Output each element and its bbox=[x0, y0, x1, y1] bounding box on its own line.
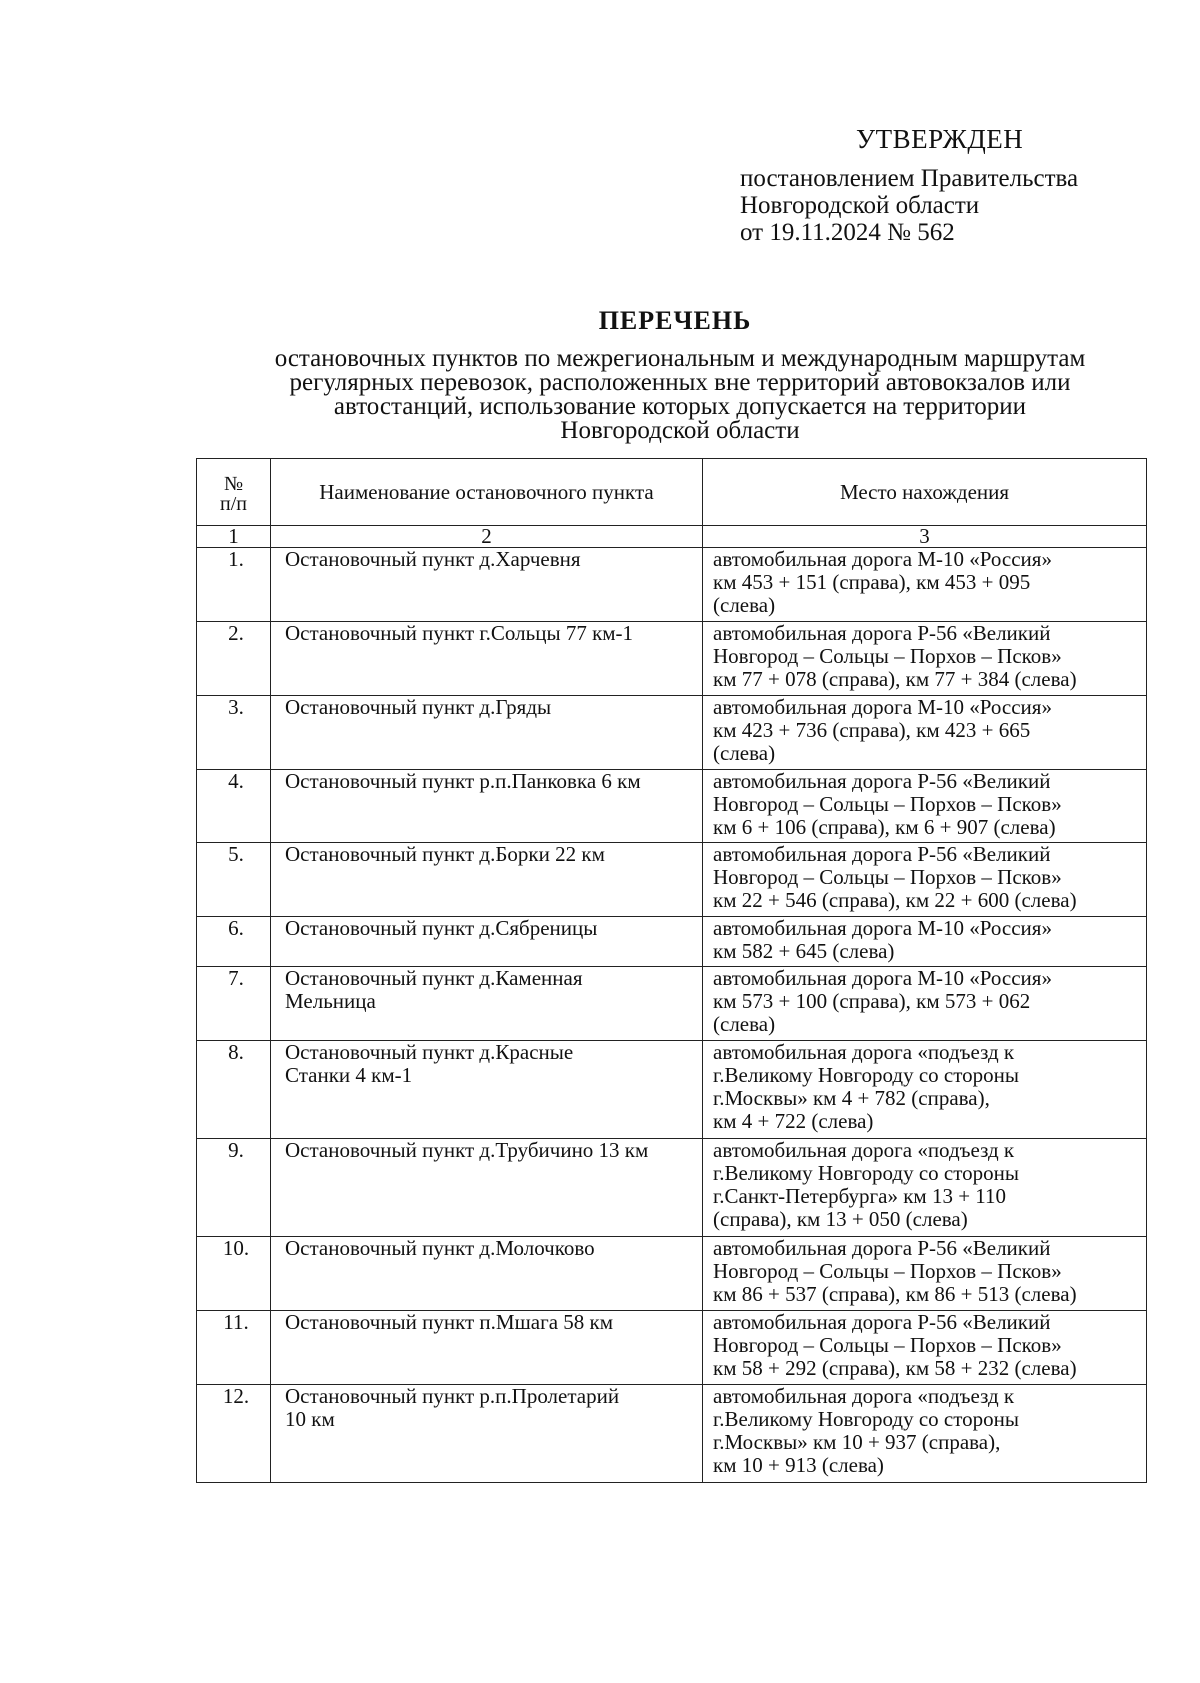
stop-location bbox=[703, 770, 1147, 843]
subtitle-line: остановочных пунктов по межрегиональным и международным маршрутам bbox=[274, 345, 1086, 372]
stop-location-line: (слева) bbox=[713, 1012, 776, 1036]
stop-location-line: г.Санкт-Петербурга» км 13 + 110 bbox=[713, 1184, 1007, 1208]
header-number-symbol: № bbox=[223, 473, 244, 495]
stop-name bbox=[271, 1041, 703, 1139]
stop-name-line: Остановочный пункт д.Гряды bbox=[285, 695, 552, 719]
column-index: 1 bbox=[197, 526, 271, 548]
approval-line: Новгородской области bbox=[740, 192, 980, 219]
stop-location-line: км 573 + 100 (справа), км 573 + 062 bbox=[713, 989, 1031, 1013]
stop-location-line: г.Великому Новгороду со стороны bbox=[713, 1063, 1019, 1087]
stop-location bbox=[703, 696, 1147, 770]
stop-name-line: 10 км bbox=[285, 1407, 335, 1431]
stop-name-line: Остановочный пункт г.Сольцы 77 км-1 bbox=[285, 621, 634, 645]
stop-location-line: (слева) bbox=[713, 741, 776, 765]
stop-location-line: км 423 + 736 (справа), км 423 + 665 bbox=[713, 718, 1031, 742]
row-number: 7. bbox=[197, 967, 271, 1041]
stop-location bbox=[703, 548, 1147, 622]
row-number: 1. bbox=[197, 548, 271, 622]
stop-name-line: Остановочный пункт р.п.Пролетарий bbox=[285, 1384, 620, 1408]
column-index: 2 bbox=[271, 526, 703, 548]
stop-location-line: км 6 + 106 (справа), км 6 + 907 (слева) bbox=[713, 815, 1056, 839]
stop-location-line: автомобильная дорога Р-56 «Великий bbox=[713, 621, 1051, 645]
stop-location-line: км 4 + 722 (слева) bbox=[713, 1109, 874, 1133]
stop-location-line: Новгород – Сольцы – Порхов – Псков» bbox=[713, 1259, 1062, 1283]
stop-location bbox=[703, 1237, 1147, 1311]
stop-location-line: автомобильная дорога «подъезд к bbox=[713, 1138, 1015, 1162]
stop-location-line: км 453 + 151 (справа), км 453 + 095 bbox=[713, 570, 1031, 594]
table-row bbox=[197, 696, 1147, 770]
stop-location-line: км 77 + 078 (справа), км 77 + 384 (слева) bbox=[713, 667, 1077, 691]
stop-location-line: автомобильная дорога «подъезд к bbox=[713, 1384, 1015, 1408]
stop-location-line: г.Великому Новгороду со стороны bbox=[713, 1161, 1019, 1185]
stop-name bbox=[271, 843, 703, 917]
stop-location bbox=[703, 622, 1147, 696]
stop-name-line: Остановочный пункт д.Красные bbox=[285, 1040, 574, 1064]
stop-location bbox=[703, 1139, 1147, 1237]
stop-location-line: автомобильная дорога М-10 «Россия» bbox=[713, 966, 1052, 990]
stop-location-line: автомобильная дорога М-10 «Россия» bbox=[713, 695, 1052, 719]
stop-location bbox=[703, 843, 1147, 917]
subtitle-line: Новгородской области bbox=[560, 417, 800, 444]
document-subtitle bbox=[200, 347, 1160, 443]
row-number: 8. bbox=[197, 1041, 271, 1139]
table-row bbox=[197, 1041, 1147, 1139]
stop-name-line: Остановочный пункт д.Борки 22 км bbox=[285, 842, 605, 866]
row-number: 4. bbox=[197, 770, 271, 843]
stop-location-line: (слева) bbox=[713, 593, 776, 617]
table-row bbox=[197, 1237, 1147, 1311]
row-number: 5. bbox=[197, 843, 271, 917]
stop-location-line: Новгород – Сольцы – Порхов – Псков» bbox=[713, 644, 1062, 668]
stop-name-line: Остановочный пункт д.Каменная bbox=[285, 966, 583, 990]
stop-name-line: Остановочный пункт д.Молочково bbox=[285, 1236, 595, 1260]
stop-name-line: Остановочный пункт д.Сябреницы bbox=[285, 916, 598, 940]
row-number: 6. bbox=[197, 917, 271, 967]
header-number-abbr: п/п bbox=[220, 493, 247, 515]
approval-heading: УТВЕРЖДЕН bbox=[856, 124, 1024, 154]
stop-name bbox=[271, 1311, 703, 1385]
stop-name-line: Остановочный пункт р.п.Панковка 6 км bbox=[285, 769, 641, 793]
stop-location-line: км 22 + 546 (справа), км 22 + 600 (слева) bbox=[713, 888, 1077, 912]
row-number: 3. bbox=[197, 696, 271, 770]
subtitle-line: регулярных перевозок, расположенных вне территорий автовокзалов или bbox=[289, 369, 1071, 396]
stop-location-line: км 10 + 913 (слева) bbox=[713, 1453, 884, 1477]
stop-location-line: г.Москвы» км 10 + 937 (справа), bbox=[713, 1430, 1001, 1454]
stops-table bbox=[196, 458, 1147, 1483]
subtitle-line: автостанций, использование которых допускается на территории bbox=[333, 393, 1027, 420]
table-row bbox=[197, 917, 1147, 967]
header-number bbox=[197, 459, 271, 526]
stop-name-line: Остановочный пункт п.Мшага 58 км bbox=[285, 1310, 614, 1334]
stop-name bbox=[271, 917, 703, 967]
approval-line: постановлением Правительства bbox=[740, 165, 1079, 192]
stop-name bbox=[271, 622, 703, 696]
stop-name bbox=[271, 770, 703, 843]
stop-name bbox=[271, 1385, 703, 1483]
stop-location-line: автомобильная дорога Р-56 «Великий bbox=[713, 1236, 1051, 1260]
stop-location-line: (справа), км 13 + 050 (слева) bbox=[713, 1207, 968, 1231]
table-row bbox=[197, 1385, 1147, 1483]
stop-name-line: Остановочный пункт д.Харчевня bbox=[285, 547, 581, 571]
stop-name bbox=[271, 548, 703, 622]
stop-name-line: Остановочный пункт д.Трубичино 13 км bbox=[285, 1138, 649, 1162]
table-header-row bbox=[197, 459, 1147, 526]
column-index-row bbox=[197, 526, 1147, 548]
table-row bbox=[197, 967, 1147, 1041]
stop-location-line: Новгород – Сольцы – Порхов – Псков» bbox=[713, 792, 1062, 816]
stop-location-line: автомобильная дорога М-10 «Россия» bbox=[713, 547, 1052, 571]
stop-location-line: км 582 + 645 (слева) bbox=[713, 939, 895, 963]
table-row bbox=[197, 622, 1147, 696]
stop-name bbox=[271, 696, 703, 770]
stop-name bbox=[271, 1237, 703, 1311]
stop-name bbox=[271, 1139, 703, 1237]
table-row bbox=[197, 770, 1147, 843]
stop-location-line: автомобильная дорога Р-56 «Великий bbox=[713, 1310, 1051, 1334]
stop-name bbox=[271, 967, 703, 1041]
stop-location-line: км 58 + 292 (справа), км 58 + 232 (слева) bbox=[713, 1356, 1077, 1380]
stop-location-line: г.Великому Новгороду со стороны bbox=[713, 1407, 1019, 1431]
table-row bbox=[197, 1139, 1147, 1237]
stop-location-line: автомобильная дорога «подъезд к bbox=[713, 1040, 1015, 1064]
stop-location-line: автомобильная дорога Р-56 «Великий bbox=[713, 842, 1051, 866]
stop-location bbox=[703, 1041, 1147, 1139]
stop-location bbox=[703, 1385, 1147, 1483]
header-name: Наименование остановочного пункта bbox=[271, 459, 703, 526]
column-index: 3 bbox=[703, 526, 1147, 548]
stop-location bbox=[703, 1311, 1147, 1385]
table-row bbox=[197, 548, 1147, 622]
stop-location-line: автомобильная дорога Р-56 «Великий bbox=[713, 769, 1051, 793]
table-row bbox=[197, 1311, 1147, 1385]
row-number: 12. bbox=[197, 1385, 271, 1483]
stop-location-line: Новгород – Сольцы – Порхов – Псков» bbox=[713, 1333, 1062, 1357]
stop-name-line: Станки 4 км-1 bbox=[285, 1063, 413, 1087]
row-number: 11. bbox=[197, 1311, 271, 1385]
stop-location bbox=[703, 967, 1147, 1041]
stop-location bbox=[703, 917, 1147, 967]
approval-line: от 19.11.2024 № 562 bbox=[740, 219, 955, 246]
row-number: 10. bbox=[197, 1237, 271, 1311]
header-location: Место нахождения bbox=[703, 459, 1147, 526]
approval-block bbox=[740, 126, 1180, 246]
document-title: ПЕРЕЧЕНЬ bbox=[598, 306, 752, 335]
row-number: 9. bbox=[197, 1139, 271, 1237]
stop-location-line: Новгород – Сольцы – Порхов – Псков» bbox=[713, 865, 1062, 889]
stop-location-line: км 86 + 537 (справа), км 86 + 513 (слева) bbox=[713, 1282, 1077, 1306]
stop-location-line: автомобильная дорога М-10 «Россия» bbox=[713, 916, 1052, 940]
row-number: 2. bbox=[197, 622, 271, 696]
stop-location-line: г.Москвы» км 4 + 782 (справа), bbox=[713, 1086, 990, 1110]
table-row bbox=[197, 843, 1147, 917]
stop-name-line: Мельница bbox=[285, 989, 376, 1013]
